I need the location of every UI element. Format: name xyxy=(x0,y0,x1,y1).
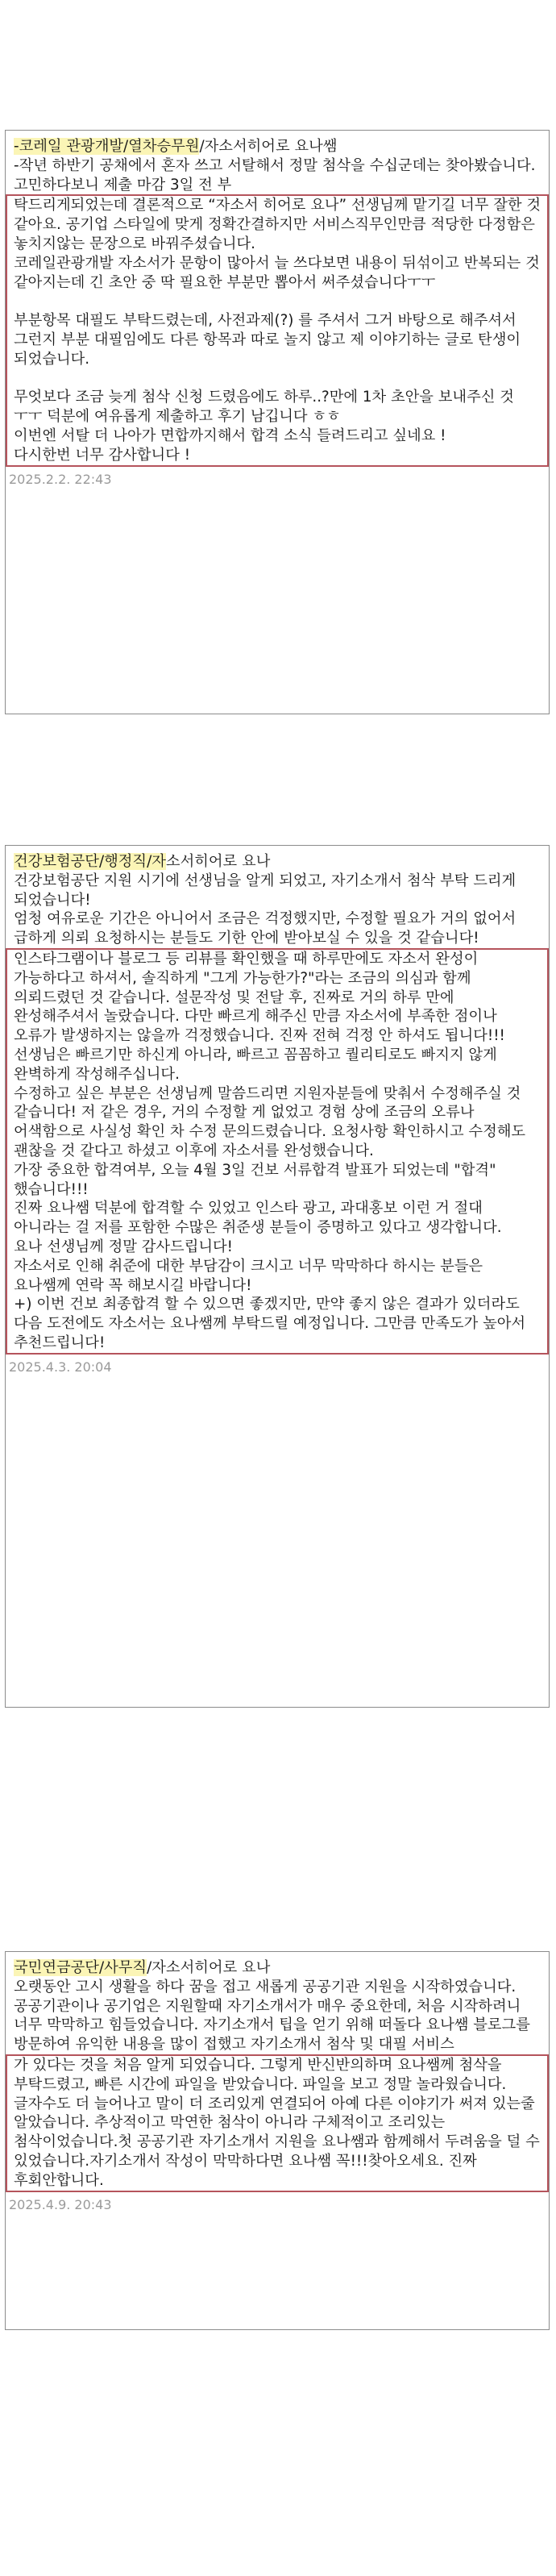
paragraph-gap xyxy=(14,369,541,389)
review-title-suffix: 소서히어로 요나 xyxy=(165,853,271,870)
review-paragraph: 인스타그램이나 블로그 등 리뷰를 확인했을 때 하루만에도 자소서 완성이 가능하다고 하셔서, 솔직하게 "그게 가능한가?"라는 조금의 의심과 함께 의뢰드렸던 것 같습니다. 설문작성 및 전달 후, 진짜로 거의 하루 만에 완성해주셔서 놀랐습니다. 다만 빠르게 해주신 만큼 자소서에 부족한 점이나 오류가 발생하지는 않을까 걱정했습니다. 진짜 전혀 걱정 안 하셔도 됩니다!!! 선생님은 빠르기만 하신게 아니라, 빠르고 꼼꼼하고 퀄리티로도 빠지지 않게 완벽하게 작성해주십니다. xyxy=(14,950,510,1083)
review-paragraph: 무엇보다 조금 늦게 첨삭 신청 드렸음에도 하루..?만에 1차 초안을 보내주신 것 ㅜㅜ 덕분에 여유롭게 제출하고 후기 남깁니다 ㅎㅎ xyxy=(14,389,519,426)
review-tag: 건강보험공단/행정직/자 xyxy=(14,853,166,870)
paragraph-gap xyxy=(14,292,541,311)
review-paragraph: 요나 선생님께 정말 감사드립니다! xyxy=(14,1238,233,1255)
highlighted-passage xyxy=(6,194,549,466)
review-paragraph: 자소서로 인해 취준에 대한 부담감이 크시고 너무 막막하다 하시는 분들은 요나쌤께 연락 꼭 해보시길 바랍니다! xyxy=(14,1257,488,1294)
review-card xyxy=(5,130,550,714)
review-paragraph: 진짜 요나쌤 덕분에 합격할 수 있었고 인스타 광고, 과대홍보 이런 거 절대 아니라는 걸 저를 포함한 수많은 취준생 분들이 증명하고 있다고 생각합니다. xyxy=(14,1200,502,1237)
review-paragraph: 다시한번 너무 감사합니다 ! xyxy=(14,446,191,464)
review-paragraph: +) 이번 건보 최종합격 할 수 있으면 좋겠지만, 만약 좋지 않은 결과가 있더라도 다음 도전에도 자소서는 요나쌤께 부탁드릴 예정입니다. 그만큼 만족도가 높아서 추천드립니다! xyxy=(14,1296,530,1351)
review-title xyxy=(14,137,541,156)
review-paragraph: 가 있다는 것을 처음 알게 되었습니다. 그렇게 반신반의하며 요나쌤께 첨삭을 부탁드렸고, 빠른 시간에 파일을 받았습니다. 파일을 보고 정말 놀라웠습니다. 글자수도 더 늘어나고 말이 더 조리있게 연결되어 아예 다른 이야기가 써져 있는줄 알았습니다. 추상적이고 막연한 첨삭이 아니라 구체적이고 조리있는 첨삭이었습니다.첫 공공기관 자기소개서 지원을 요나쌤과 함께해서 두려움을 덜 수 있었습니다.자기소개서 작성이 막막하다면 요나쌤 꼭!!!찾아오세요. 진짜 후회안합니다. xyxy=(14,2056,545,2189)
review-title xyxy=(14,1958,541,1978)
review-date: 2025.4.9. 20:43 xyxy=(9,2196,112,2212)
review-paragraph: -작년 하반기 공채에서 혼자 쓰고 서탈해서 정말 첨삭을 수십군데는 찾아봤습니다. 고민하다보니 제출 마감 3일 전 부 xyxy=(14,156,541,194)
review-title-suffix: /자소서히어로 요나 xyxy=(147,1959,271,1976)
review-paragraph: 수정하고 싶은 부분은 선생님께 말씀드리면 지원자분들에 맞춰서 수정해주실 것 같습니다! 저 같은 경우, 거의 수정할 게 없었고 경험 상에 조금의 오류나 어색함으로 사실성 확인 차 수정 문의드렸습니다. 요청사항 확인하시고 수정해도 괜찮을 것 같다고 하셨고 이후에 자소서를 완성했습니다. xyxy=(14,1084,530,1159)
review-date: 2025.4.3. 20:04 xyxy=(9,1359,112,1375)
review-body xyxy=(6,131,549,467)
review-tag: 국민연금공단/사무직 xyxy=(14,1959,147,1976)
review-card xyxy=(5,845,550,1708)
review-date: 2025.2.2. 22:43 xyxy=(9,471,112,487)
review-card xyxy=(5,1951,550,2330)
review-paragraph: 오랫동안 고시 생활을 하다 꿈을 접고 새롭게 공공기관 지원을 시작하였습니다. 공공기관이나 공기업은 지원할때 자기소개서가 매우 중요한데, 처음 시작하려니 너무 막막하고 힘들었습니다. 자기소개서 팁을 얻기 위해 떠돌다 요나쌤 블로그를 방문하여 유익한 내용을 많이 접했고 자기소개서 첨삭 및 대필 서비스 xyxy=(14,1978,535,2054)
review-paragraph: 이번엔 서탈 더 나아가 면합까지해서 합격 소식 들려드리고 싶네요 ! xyxy=(14,427,446,444)
review-paragraph: 탁드리게되었는데 결론적으로 “자소서 히어로 요나” 선생님께 맡기길 너무 잘한 것 같아요. 공기업 스타일에 맞게 정확간결하지만 서비스직무인만큼 적당한 다정함은 놓치지않는 문장으로 바꿔주셨습니다. xyxy=(14,197,546,252)
review-paragraph: 건강보험공단 지원 시기에 선생님을 알게 되었고, 자기소개서 첨삭 부탁 드리게 되었습니다! xyxy=(14,872,521,909)
review-paragraph: 엄청 여유로운 기간은 아니어서 조금은 걱정했지만, 수정할 필요가 거의 없어서 급하게 의뢰 요청하시는 분들도 기한 안에 받아보실 수 있을 것 같습니다! xyxy=(14,910,521,947)
highlighted-passage xyxy=(6,948,549,1355)
review-title xyxy=(14,852,541,872)
review-paragraph: 코레일관광개발 자소서가 문항이 많아서 늘 쓰다보면 내용이 뒤섞이고 반복되는 것 같아지는데 긴 초안 중 딱 필요한 부분만 뽑아서 써주셨습니다ㅜㅜ xyxy=(14,254,545,291)
review-body xyxy=(6,846,549,1355)
highlighted-passage xyxy=(6,2054,549,2192)
review-title-suffix: /자소서히어로 요나쌤 xyxy=(199,138,338,155)
review-paragraph: 부분항목 대필도 부탁드렸는데, 사전과제(?) 를 주셔서 그거 바탕으로 해주셔서 그런지 부분 대필임에도 다른 항목과 따로 놀지 않고 제 이야기하는 글로 탄생이 되었습니다. xyxy=(14,312,525,368)
review-body xyxy=(6,1952,549,2192)
review-paragraph: 가장 중요한 합격여부, 오늘 4월 3일 건보 서류합격 발표가 되었는데 "합격" 했습니다!!! xyxy=(14,1161,501,1198)
review-tag: -코레일 관광개발/열차승무원 xyxy=(14,138,200,155)
